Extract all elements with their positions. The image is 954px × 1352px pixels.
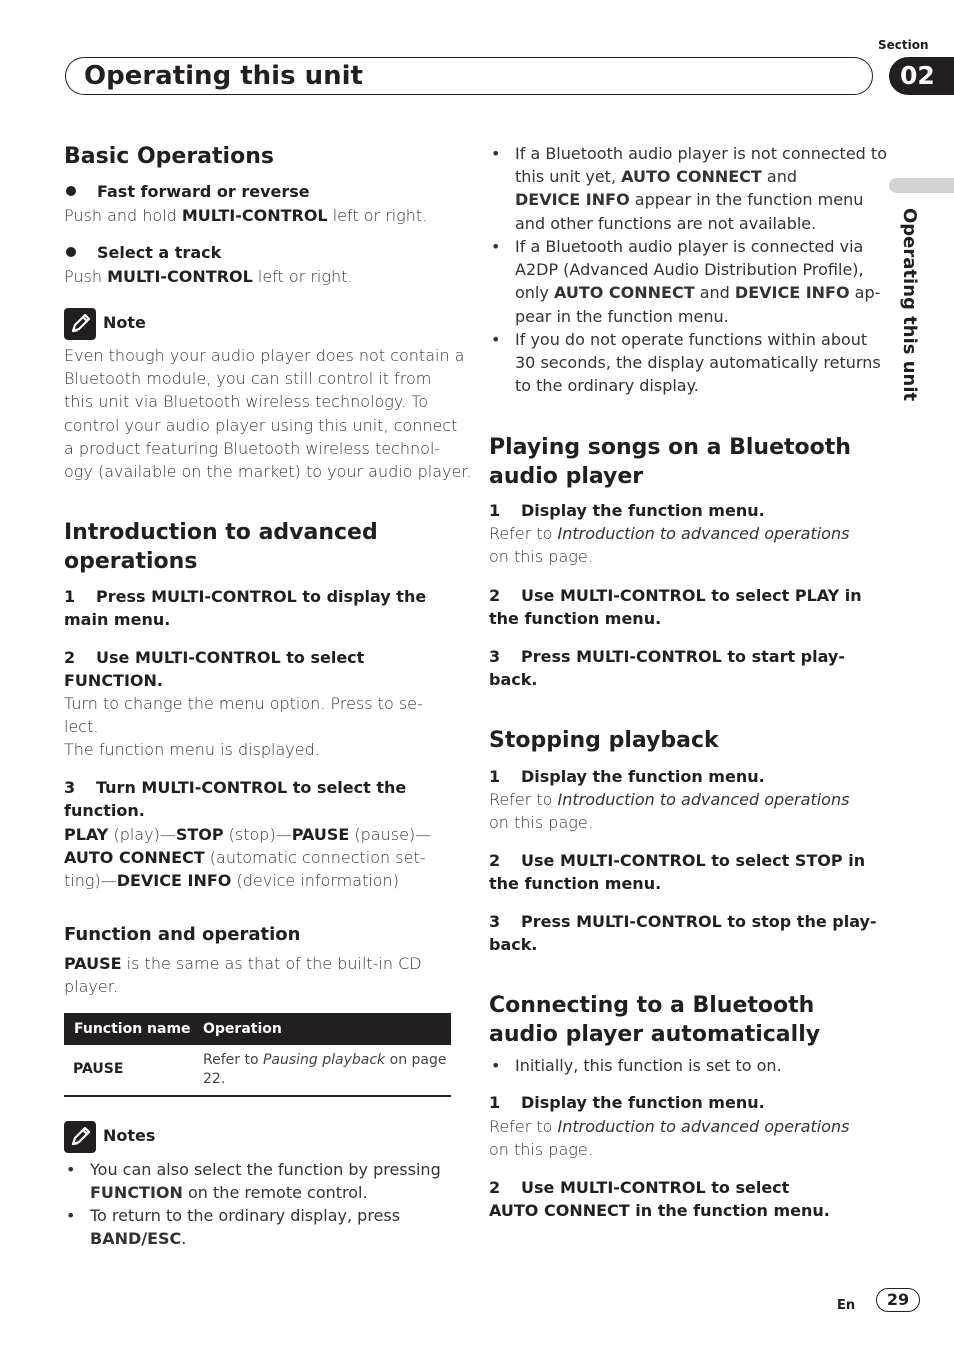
heading-introduction: Introduction to advanced operations [64,520,378,574]
text-fast-forward: Push and hold MULTI-CONTROL left or right. [64,206,428,225]
play-step-3: 3 Press MULTI-CONTROL to start play- back. [489,647,845,689]
page-number: 29 [876,1288,920,1312]
intro-step-3: 3 Turn MULTI-CONTROL to select the function. [64,778,407,820]
notes-item-2: • To return to the ordinary display, press BAND/ESC. [66,1206,401,1249]
table-row-name: PAUSE [73,1061,124,1077]
notes-pencil-icon [64,1121,96,1153]
bullet-a2dp: • If a Bluetooth audio player is connected via A2DP (Advanced Audio Distribution Profile), only AUTO CONNECT and DEVICE INFO ap- pear in the function menu. [491,237,881,326]
pause-description: PAUSE is the same as that of the built-in CD player. [64,954,422,997]
bullet-timeout: • If you do not operate functions within about 30 seconds, the display automatically returns to the ordinary display. [491,330,881,396]
note-label: Note [103,313,146,332]
heading-playing-songs: Playing songs on a Bluetooth audio player [489,435,851,489]
page-title: Operating this unit [84,61,363,91]
heading-basic-operations: Basic Operations [64,144,274,169]
play-step-2: 2 Use MULTI-CONTROL to select PLAY in the function menu. [489,586,862,628]
notes-item-1: • You can also select the function by pressing FUNCTION on the remote control. [66,1160,441,1203]
bullet-dot [66,247,76,257]
side-tab-marker [889,178,954,193]
bullet-dot [66,186,76,196]
language-label: En [837,1298,856,1313]
heading-auto-connect: Connecting to a Bluetooth audio player automatically [489,993,821,1047]
play-step-1-ref: Refer to Introduction to advanced operations on this page. [489,524,850,567]
subheading-fast-forward: Fast forward or reverse [97,182,310,201]
auto-step-2: 2 Use MULTI-CONTROL to select AUTO CONNECT in the function menu. [489,1178,830,1220]
text-select-track: Push MULTI-CONTROL left or right. [64,267,353,286]
heading-function-and-operation: Function and operation [64,924,301,945]
function-list-text: PLAY (play)—STOP (stop)—PAUSE (pause)— AUTO CONNECT (automatic connection set- ting)—DEVICE INFO (device information) [64,825,432,891]
table-bottom-rule [64,1095,451,1097]
notes-label: Notes [103,1126,156,1145]
table-row-operation: Refer to Pausing playback on page 22. [203,1052,447,1087]
stop-step-1-ref: Refer to Introduction to advanced operations on this page. [489,790,850,833]
auto-step-1: 1 Display the function menu. [489,1093,765,1112]
auto-step-1-ref: Refer to Introduction to advanced operations on this page. [489,1117,850,1160]
stop-step-3: 3 Press MULTI-CONTROL to stop the play- back. [489,912,877,954]
table-col-function-name: Function name [74,1021,191,1037]
stop-step-1: 1 Display the function menu. [489,767,765,786]
note-text: Even though your audio player does not contain a Bluetooth module, you can still control it from this unit via Bluetooth wireless technology. To control your audio player using this unit, connect a product featuring Bluetooth wireless technol- ogy (available on the market) to your audio player. [64,346,472,482]
note-pencil-icon [64,308,96,340]
heading-stopping-playback: Stopping playback [489,728,719,753]
intro-step-2-text: Turn to change the menu option. Press to se- lect. The function menu is displayed. [64,694,423,760]
section-number-badge: 02 [889,57,954,95]
intro-step-2: 2 Use MULTI-CONTROL to select FUNCTION. [64,648,365,690]
section-label: Section [878,38,929,52]
table-col-operation: Operation [203,1021,282,1037]
bullet-not-connected: • If a Bluetooth audio player is not connected to this unit yet, AUTO CONNECT and DEVICE INFO appear in the function menu and other functions are not available. [491,144,887,233]
play-step-1: 1 Display the function menu. [489,501,765,520]
side-tab-label: Operating this unit [899,208,920,402]
bullet-auto-default: • Initially, this function is set to on. [491,1056,782,1075]
intro-step-1: 1 Press MULTI-CONTROL to display the main menu. [64,587,427,629]
table-header [64,1013,451,1045]
subheading-select-track: Select a track [97,243,222,262]
stop-step-2: 2 Use MULTI-CONTROL to select STOP in the function menu. [489,851,866,893]
